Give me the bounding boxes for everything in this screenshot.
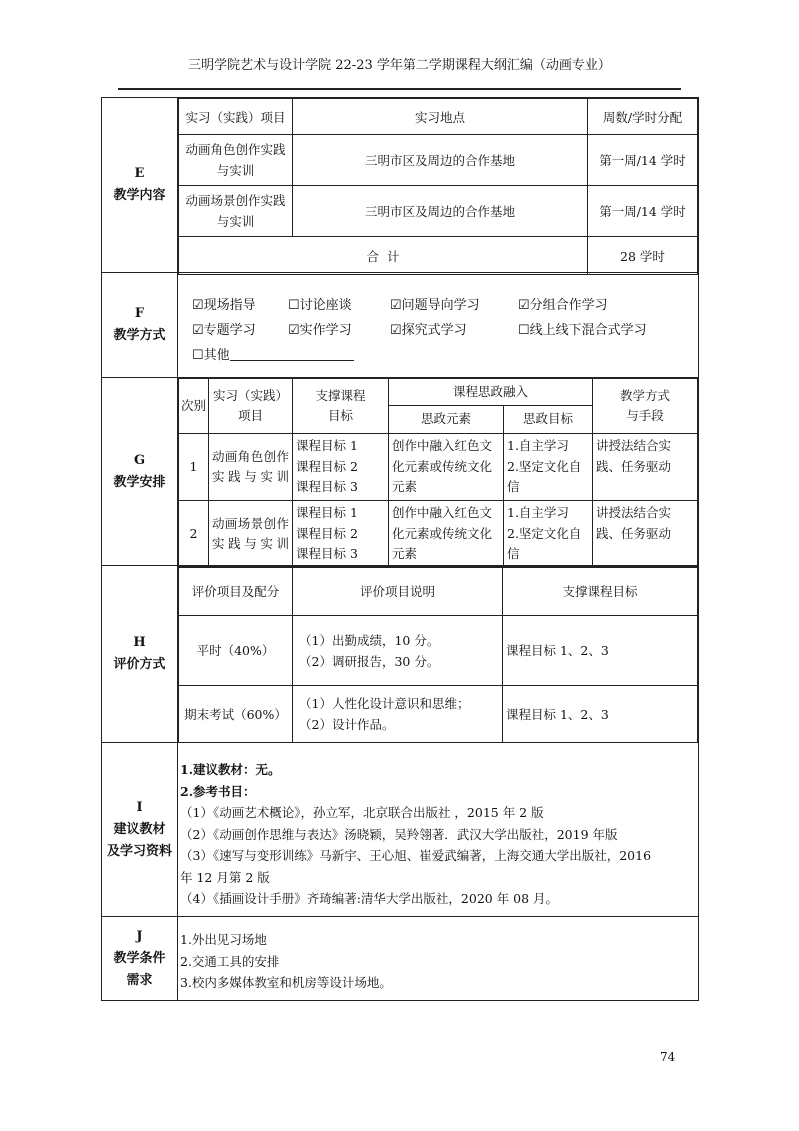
total-row: 合 计 28 学时 — [179, 237, 698, 275]
method-options — [178, 273, 698, 377]
table-header: 周数/学时分配 — [588, 99, 698, 135]
section-title: 教学安排 — [113, 474, 166, 490]
reference-item: （2）《动画创作思维与表达》汤晓颖，吴羚翎著．武汉大学出版社，2019 年版 — [180, 826, 618, 842]
checkbox-blended[interactable]: ☐线上线下混合式学习 — [518, 323, 647, 338]
section-code: I — [136, 799, 143, 815]
conditions — [178, 917, 698, 1000]
checkbox-problem-based[interactable]: ☑问题导向学习 — [390, 298, 480, 313]
arrangement-table — [178, 378, 698, 568]
section-e — [101, 97, 699, 273]
table-header: 课程思政融入 — [389, 379, 593, 406]
section-code: H — [133, 635, 146, 650]
table-row: 动画场景创作实践与实训 三明市区及周边的合作基地 第一周/14 学时 — [179, 186, 698, 237]
checkbox-discussion[interactable]: ☐讨论座谈 — [288, 298, 352, 313]
page-number: 74 — [660, 1050, 676, 1064]
page-header: 三明学院艺术与设计学院 22-23 学年第二学期课程大纲汇编（动画专业） — [188, 58, 611, 73]
section-title: 建议教材 — [113, 821, 166, 837]
table-header: 支撑课程目标 — [293, 379, 389, 434]
references — [178, 743, 698, 916]
table-row: 1 动画角色创作实践与实训 课程目标 1 课程目标 2 课程目标 3 创作中融入红色文化元素或传统文化元素 1.自主学习 2.坚定文化自信 讲授法结合实践、任务驱动 — [179, 434, 698, 501]
checkbox-inquiry[interactable]: ☑探究式学习 — [390, 323, 467, 338]
condition-item: 2.交通工具的安排 — [180, 953, 280, 969]
section-code: G — [133, 452, 146, 468]
section-h — [101, 565, 699, 743]
table-row: 期末考试（60%） （1）人性化设计意识和思维； （2）设计作品。 课程目标 1、2、3 — [179, 686, 698, 743]
table-header: 实习（实践）项目 — [179, 99, 293, 135]
reference-item: （3）《速写与变形训练》马新宇、王心旭、崔爱武编著，上海交通大学出版社，2016 — [180, 848, 652, 863]
section-f — [101, 272, 699, 378]
reference-item: （1）《动画艺术概论》，孙立军，北京联合出版社 ，2015 年 2 版 — [180, 805, 544, 820]
section-title: 及学习资料 — [106, 843, 172, 859]
section-title: 评价方式 — [113, 657, 166, 672]
table-header: 实习（实践）项目 — [209, 379, 293, 434]
section-title: 需求 — [126, 972, 153, 988]
textbook-line: 1.建议教材：无。 — [180, 762, 281, 777]
checkbox-onsite[interactable]: ☑现场指导 — [192, 298, 256, 313]
table-header: 次别 — [179, 379, 209, 434]
section-i — [101, 742, 699, 917]
table-header: 评价项目及配分 — [179, 567, 293, 616]
table-header: 实习地点 — [293, 99, 588, 135]
condition-item: 1.外出见习场地 — [180, 932, 267, 947]
checkbox-practice[interactable]: ☑实作学习 — [288, 323, 352, 338]
reference-item: 年 12 月第 2 版 — [180, 869, 270, 885]
section-j-label — [102, 917, 178, 1000]
table-row: 动画角色创作实践与实训 三明市区及周边的合作基地 第一周/14 学时 — [179, 135, 698, 186]
checkbox-other[interactable]: ☐其他 — [192, 343, 354, 368]
reference-item: （4）《插画设计手册》齐琦编著:清华大学出版社，2020 年 08 月。 — [180, 891, 559, 906]
section-g-label — [102, 378, 178, 565]
header-rule — [118, 88, 681, 90]
table-header: 评价项目说明 — [293, 567, 503, 616]
section-g — [101, 377, 699, 566]
table-row: 2 动画场景创作实践与实训 课程目标 1 课程目标 2 课程目标 3 创作中融入红色文化元素或传统文化元素 1.自主学习 2.坚定文化自信 讲授法结合实践、任务驱动 — [179, 501, 698, 568]
evaluation-table — [178, 566, 698, 743]
references-heading: 2.参考书目： — [180, 783, 256, 799]
table-header: 思政元素 — [389, 406, 504, 434]
section-h-label — [102, 566, 178, 742]
section-title: 教学方式 — [113, 328, 166, 343]
condition-item: 3.校内多媒体教室和机房等设计场地。 — [180, 975, 392, 990]
other-blank[interactable] — [230, 346, 354, 361]
checkbox-topic[interactable]: ☑专题学习 — [192, 323, 256, 338]
section-title: 教学内容 — [113, 188, 166, 203]
section-code: J — [136, 928, 143, 944]
table-header: 思政目标 — [504, 406, 593, 434]
table-row: 平时（40%） （1）出勤成绩，10 分。 （2）调研报告，30 分。 课程目标 1、2、3 — [179, 616, 698, 686]
section-code: E — [134, 166, 145, 181]
checkbox-group[interactable]: ☑分组合作学习 — [518, 298, 608, 313]
section-code: F — [134, 306, 145, 321]
section-i-label — [102, 743, 178, 916]
section-e-label — [102, 98, 178, 272]
section-title: 教学条件 — [113, 950, 166, 966]
table-header: 支撑课程目标 — [503, 567, 698, 616]
practice-table — [178, 98, 698, 275]
section-j — [101, 916, 699, 1001]
section-f-label — [102, 273, 178, 377]
table-header: 教学方式与手段 — [593, 379, 698, 434]
